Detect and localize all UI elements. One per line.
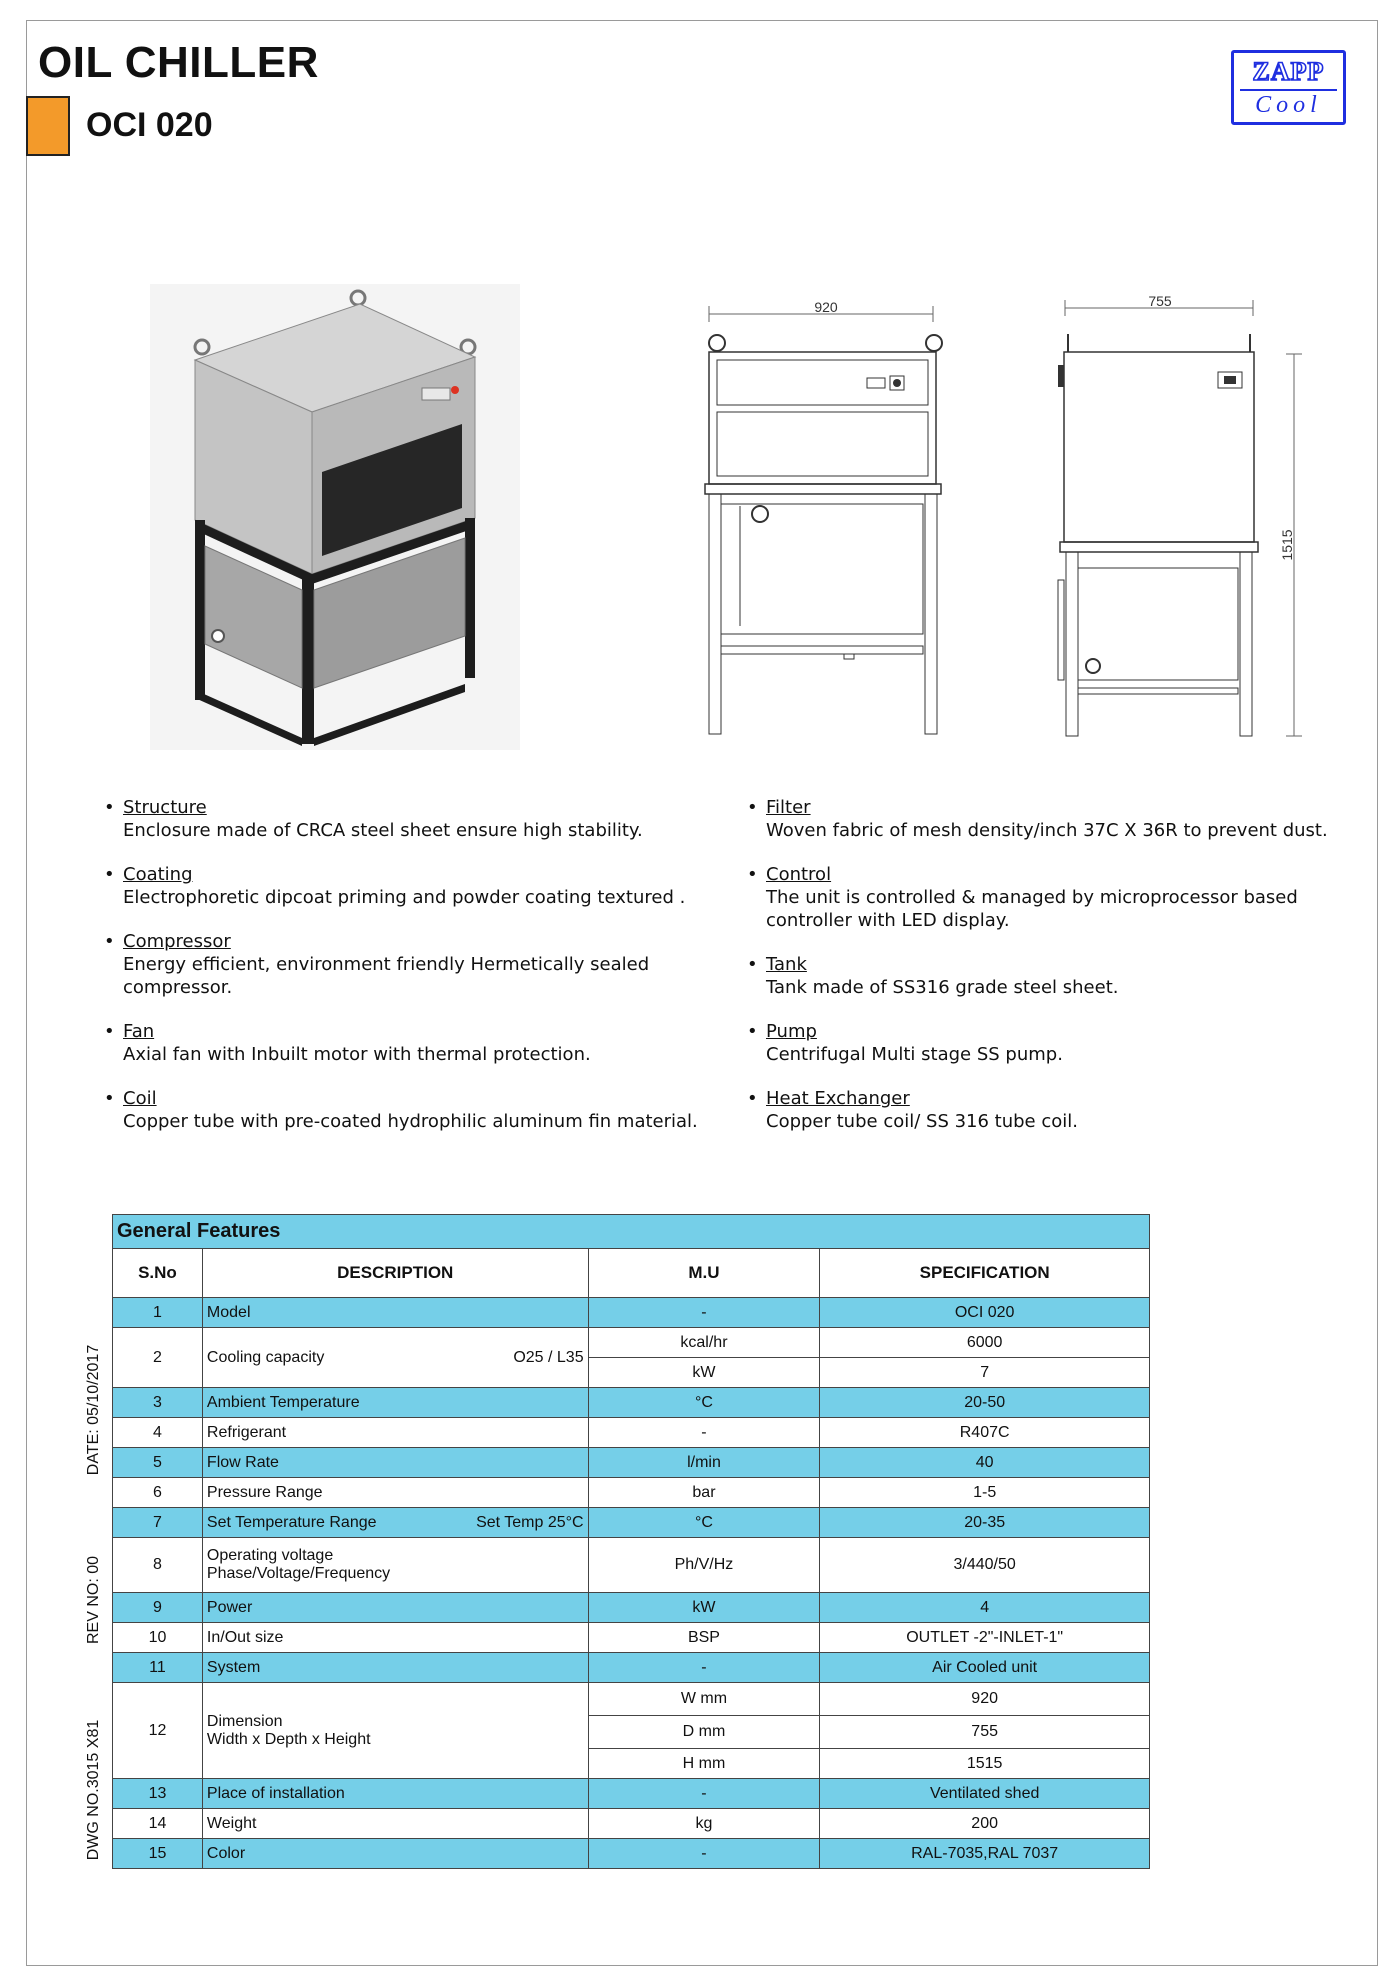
table-caption: General Features xyxy=(113,1215,1150,1249)
cell-desc: System xyxy=(202,1653,588,1683)
cell-mu: H mm xyxy=(588,1749,820,1779)
front-width-label: 920 xyxy=(814,299,838,315)
feature-item xyxy=(743,796,1343,842)
table-row xyxy=(113,1508,1150,1538)
product-illustration xyxy=(150,284,520,750)
cell-desc xyxy=(202,1538,588,1593)
cell-mu: kW xyxy=(588,1593,820,1623)
bullet-icon: • xyxy=(747,864,758,885)
features-left-column xyxy=(100,796,700,1154)
feature-desc: Woven fabric of mesh density/inch 37C X 36R to prevent dust. xyxy=(766,820,1328,841)
cell-spec: 4 xyxy=(820,1593,1150,1623)
cell-mu: - xyxy=(588,1653,820,1683)
cell-desc-text: Set Temperature Range xyxy=(206,1513,377,1531)
cell-mu: kg xyxy=(588,1809,820,1839)
cell-spec: R407C xyxy=(820,1418,1150,1448)
cell-desc: Place of installation xyxy=(202,1779,588,1809)
cell-spec: 1-5 xyxy=(820,1478,1150,1508)
cell-mu: Ph/V/Hz xyxy=(588,1538,820,1593)
cell-mu: BSP xyxy=(588,1623,820,1653)
cell-condition: Set Temp 25°C xyxy=(476,1513,584,1531)
feature-desc: Electrophoretic dipcoat priming and powder coating textured . xyxy=(123,887,686,908)
cell-spec: 20-50 xyxy=(820,1388,1150,1418)
feature-name: Pump xyxy=(766,1021,817,1042)
bullet-icon: • xyxy=(104,1088,115,1109)
cell-desc: Color xyxy=(202,1839,588,1869)
column-header: M.U xyxy=(588,1249,820,1298)
feature-desc: Enclosure made of CRCA steel sheet ensure high stability. xyxy=(123,820,643,841)
cell-mu: D mm xyxy=(588,1716,820,1749)
feature-item xyxy=(100,796,700,842)
feature-item xyxy=(100,1087,700,1133)
feature-item xyxy=(743,953,1343,999)
cell-desc-line: Phase/Voltage/Frequency xyxy=(206,1565,391,1582)
cell-mu: kcal/hr xyxy=(588,1328,820,1358)
table-row xyxy=(113,1809,1150,1839)
feature-item xyxy=(743,1087,1343,1133)
side-depth-label: 755 xyxy=(1148,293,1172,309)
feature-name: Structure xyxy=(123,797,207,818)
table-row xyxy=(113,1593,1150,1623)
cell-mu: bar xyxy=(588,1478,820,1508)
cell-desc: Refrigerant xyxy=(202,1418,588,1448)
feature-name: Fan xyxy=(123,1021,155,1042)
table-row xyxy=(113,1388,1150,1418)
cell-desc: In/Out size xyxy=(202,1623,588,1653)
general-features-table xyxy=(112,1214,1150,1869)
date-label: DATE: 05/10/2017 xyxy=(85,1344,102,1476)
cell-spec: 755 xyxy=(820,1716,1150,1749)
cell-spec: Ventilated shed xyxy=(820,1779,1150,1809)
column-header: SPECIFICATION xyxy=(820,1249,1150,1298)
feature-name: Control xyxy=(766,864,832,885)
cell-spec: OUTLET -2"-INLET-1" xyxy=(820,1623,1150,1653)
cell-spec: 20-35 xyxy=(820,1508,1150,1538)
feature-desc: Axial fan with Inbuilt motor with thermal protection. xyxy=(123,1044,591,1065)
table-row xyxy=(113,1779,1150,1809)
column-header: DESCRIPTION xyxy=(202,1249,588,1298)
cell-mu: °C xyxy=(588,1508,820,1538)
logo-top-text: ZAPP xyxy=(1252,57,1325,86)
cell-sno: 11 xyxy=(113,1653,203,1683)
feature-desc: Copper tube coil/ SS 316 tube coil. xyxy=(766,1111,1078,1132)
table-row xyxy=(113,1839,1150,1869)
cell-desc: Flow Rate xyxy=(202,1448,588,1478)
cell-sno: 6 xyxy=(113,1478,203,1508)
page-title: OIL CHILLER xyxy=(38,38,319,87)
drawing-number-label: DWG NO.3015 X81 xyxy=(85,1719,102,1861)
logo-bottom-text: Cool xyxy=(1255,92,1322,118)
feature-item xyxy=(100,930,700,999)
cell-sno: 5 xyxy=(113,1448,203,1478)
cell-sno: 1 xyxy=(113,1298,203,1328)
cell-sno: 12 xyxy=(113,1683,203,1779)
bullet-icon: • xyxy=(747,1021,758,1042)
bullet-icon: • xyxy=(104,1021,115,1042)
cell-mu: - xyxy=(588,1418,820,1448)
cell-spec: 200 xyxy=(820,1809,1150,1839)
feature-name: Heat Exchanger xyxy=(766,1088,910,1109)
cell-desc: Power xyxy=(202,1593,588,1623)
feature-item xyxy=(743,863,1343,932)
table-row xyxy=(113,1623,1150,1653)
cell-mu: °C xyxy=(588,1388,820,1418)
cell-desc xyxy=(202,1508,588,1538)
feature-desc: Copper tube with pre-coated hydrophilic aluminum fin material. xyxy=(123,1111,698,1132)
cell-sno: 13 xyxy=(113,1779,203,1809)
bullet-icon: • xyxy=(104,797,115,818)
revision-label: REV NO: 00 xyxy=(85,1555,102,1645)
bullet-icon: • xyxy=(747,1088,758,1109)
feature-name: Coil xyxy=(123,1088,157,1109)
cell-sno: 10 xyxy=(113,1623,203,1653)
table-row xyxy=(113,1478,1150,1508)
cell-sno: 2 xyxy=(113,1328,203,1388)
bullet-icon: • xyxy=(747,797,758,818)
table-row xyxy=(113,1298,1150,1328)
cell-sno: 7 xyxy=(113,1508,203,1538)
accent-square xyxy=(26,96,70,156)
feature-desc: The unit is controlled & managed by microprocessor based controller with LED display. xyxy=(766,887,1298,931)
cell-spec: OCI 020 xyxy=(820,1298,1150,1328)
cell-mu: - xyxy=(588,1298,820,1328)
cell-mu: - xyxy=(588,1779,820,1809)
cell-sno: 9 xyxy=(113,1593,203,1623)
table-row xyxy=(113,1328,1150,1358)
cell-desc xyxy=(202,1683,588,1779)
cell-condition: O25 / L35 xyxy=(513,1348,584,1366)
cell-spec: Air Cooled unit xyxy=(820,1653,1150,1683)
cell-sno: 3 xyxy=(113,1388,203,1418)
table-row xyxy=(113,1448,1150,1478)
cell-sno: 8 xyxy=(113,1538,203,1593)
side-height-label: 1515 xyxy=(1279,529,1295,561)
table-header-row xyxy=(113,1249,1150,1298)
cell-desc: Model xyxy=(202,1298,588,1328)
cell-spec: 7 xyxy=(820,1358,1150,1388)
cell-desc-line: Operating voltage xyxy=(206,1547,334,1564)
cell-mu: - xyxy=(588,1839,820,1869)
cell-desc xyxy=(202,1328,588,1388)
bullet-icon: • xyxy=(104,931,115,952)
cell-desc: Ambient Temperature xyxy=(202,1388,588,1418)
cell-spec: 40 xyxy=(820,1448,1150,1478)
cell-sno: 15 xyxy=(113,1839,203,1869)
feature-name: Filter xyxy=(766,797,811,818)
cell-spec: 3/440/50 xyxy=(820,1538,1150,1593)
cell-desc-text: Cooling capacity xyxy=(206,1348,325,1366)
bullet-icon: • xyxy=(104,864,115,885)
feature-item xyxy=(743,1020,1343,1066)
cell-sno: 14 xyxy=(113,1809,203,1839)
table-row xyxy=(113,1683,1150,1716)
front-view-drawing xyxy=(700,296,950,750)
table-row xyxy=(113,1418,1150,1448)
side-view-drawing xyxy=(1050,290,1320,750)
cell-desc-line: Width x Depth x Height xyxy=(206,1730,371,1748)
cell-spec: 1515 xyxy=(820,1749,1150,1779)
features-right-column xyxy=(743,796,1343,1154)
feature-desc: Tank made of SS316 grade steel sheet. xyxy=(766,977,1119,998)
cell-desc: Pressure Range xyxy=(202,1478,588,1508)
feature-name: Compressor xyxy=(123,931,231,952)
feature-desc: Centrifugal Multi stage SS pump. xyxy=(766,1044,1063,1065)
feature-name: Coating xyxy=(123,864,193,885)
table-row xyxy=(113,1653,1150,1683)
cell-spec: 6000 xyxy=(820,1328,1150,1358)
bullet-icon: • xyxy=(747,954,758,975)
cell-mu: W mm xyxy=(588,1683,820,1716)
feature-desc: Energy efficient, environment friendly Hermetically sealed compressor. xyxy=(123,954,650,998)
cell-sno: 4 xyxy=(113,1418,203,1448)
model-name: OCI 020 xyxy=(86,106,213,144)
cell-desc: Weight xyxy=(202,1809,588,1839)
cell-spec: 920 xyxy=(820,1683,1150,1716)
brand-logo xyxy=(1231,50,1346,125)
cell-desc-line: Dimension xyxy=(206,1712,283,1730)
table-row xyxy=(113,1538,1150,1593)
column-header: S.No xyxy=(113,1249,203,1298)
feature-item xyxy=(100,1020,700,1066)
cell-mu: l/min xyxy=(588,1448,820,1478)
cell-mu: kW xyxy=(588,1358,820,1388)
cell-spec: RAL-7035,RAL 7037 xyxy=(820,1839,1150,1869)
feature-name: Tank xyxy=(766,954,807,975)
feature-item xyxy=(100,863,700,909)
